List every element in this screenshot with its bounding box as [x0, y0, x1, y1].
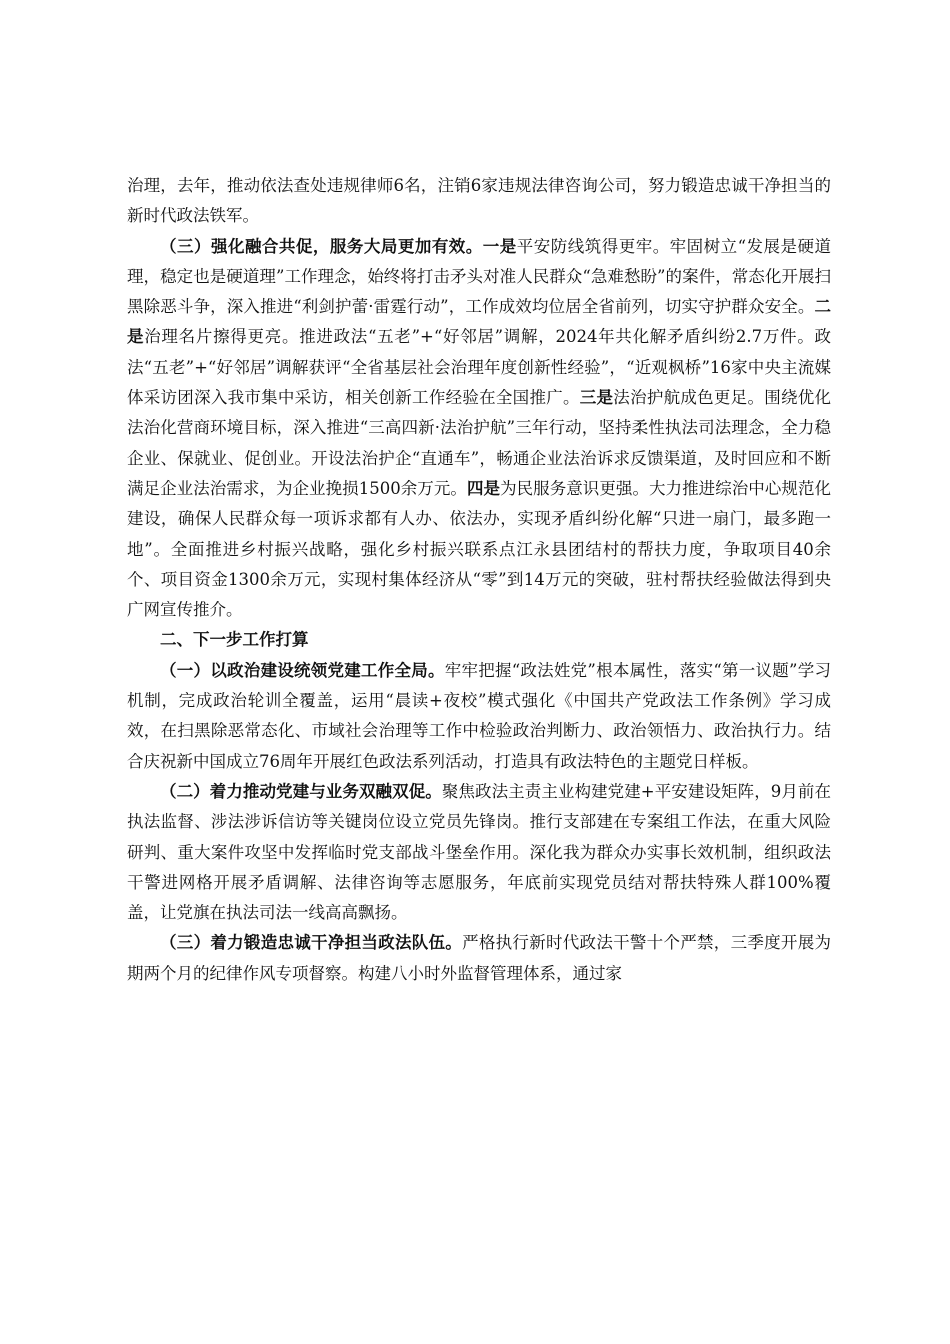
item-marker-2: 二是: [127, 297, 831, 347]
item-text-1: 平安防线筑得更牢。牢固树立“发展是硬道理，稳定也是硬道理”工作理念，始终将打击矛头对准人民群众“急难愁盼”的案件，常态化开展扫黑除恶斗争，深入推进“利剑护蕾·雷霆行动”，工作成效均位居全省前列，切实守护群众安全。: [127, 236, 832, 317]
item-text-2: 治理名片擦得更亮。推进政法“五老”+“好邻居”调解，2024年共化解矛盾纠纷2.7万件。政法“五老”+“好邻居”调解获评“全省基层社会治理年度创新性经验”，“近观枫桥”16家中央主流媒体采访团深入我市集中采访，相关创新工作经验在全国推广。: [127, 327, 831, 408]
paragraph-political-building: [127, 656, 831, 777]
paragraph-text: 严格执行新时代政法干警十个严禁，三季度开展为期两个月的纪律作风专项督察。构建八小时外监督管理体系，通过家: [127, 933, 832, 983]
paragraph-party-business: [127, 777, 831, 928]
paragraph-text: 聚焦政法主责主业构建党建+平安建设矩阵，9月前在执法监督、涉法涉诉信访等关键岗位设立党员先锋岗。推行支部建在专案组工作法，在重大风险研判、重大案件攻坚中发挥临时党支部战斗堡垒作用。深化我为群众办实事长效机制，组织政法干警进网格开展矛盾调解、法律咨询等志愿服务，年底前实现党员结对帮扶特殊人群100%覆盖，让党旗在执法司法一线高高飘扬。: [127, 781, 832, 923]
paragraph-heading: （一）以政治建设统领党建工作全局。: [160, 660, 445, 680]
section-title: 二、下一步工作打算: [160, 630, 309, 650]
paragraph-heading: （二）着力推动党建与业务双融双促。: [160, 781, 442, 801]
item-text-4: 为民服务意识更强。大力推进综治中心规范化建设，确保人民群众每一项诉求都有人办、依法办，实现矛盾纠纷化解“只进一扇门，最多跑一地”。全面推进乡村振兴战略，强化乡村振兴联系点江永县团结村的帮扶力度，争取项目40余个、项目资金1300余万元，实现村集体经济从“零”到14万元的突破，驻村帮扶经验做法得到央广网宣传推介。: [127, 478, 832, 620]
item-marker-4: 四是: [466, 478, 501, 498]
paragraph-heading: （三）强化融合共促，服务大局更加有效。: [160, 236, 483, 256]
paragraph-team-building: [127, 928, 831, 989]
paragraph-continuation: 治理，去年，推动依法查处违规律师6名，注销6家违规法律咨询公司，努力锻造忠诚干净担当的新时代政法铁军。: [127, 176, 831, 226]
document-page: [127, 171, 831, 989]
item-marker-3: 三是: [579, 388, 614, 408]
paragraph-heading: （三）着力锻造忠诚干净担当政法队伍。: [160, 933, 463, 953]
paragraph-service-overall: [127, 232, 831, 626]
item-marker-1: 一是: [482, 236, 517, 256]
item-text-3: 法治护航成色更足。围绕优化法治化营商环境目标，深入推进“三高四新·法治护航”三年行动，坚持柔性执法司法理念，全力稳企业、保就业、促创业。开设法治护企“直通车”，畅通企业法治诉求反馈渠道，及时回应和不断满足企业法治需求，为企业挽损1500余万元。: [127, 388, 832, 498]
paragraph-text: 牢牢把握“政法姓党”根本属性，落实“第一议题”学习机制，完成政治轮训全覆盖，运用“晨读+夜校”模式强化《中国共产党政法工作条例》学习成效，在扫黑除恶常态化、市域社会治理等工作中检验政治判断力、政治领悟力、政治执行力。结合庆祝新中国成立76周年开展红色政法系列活动，打造具有政法特色的主题党日样板。: [127, 660, 831, 771]
